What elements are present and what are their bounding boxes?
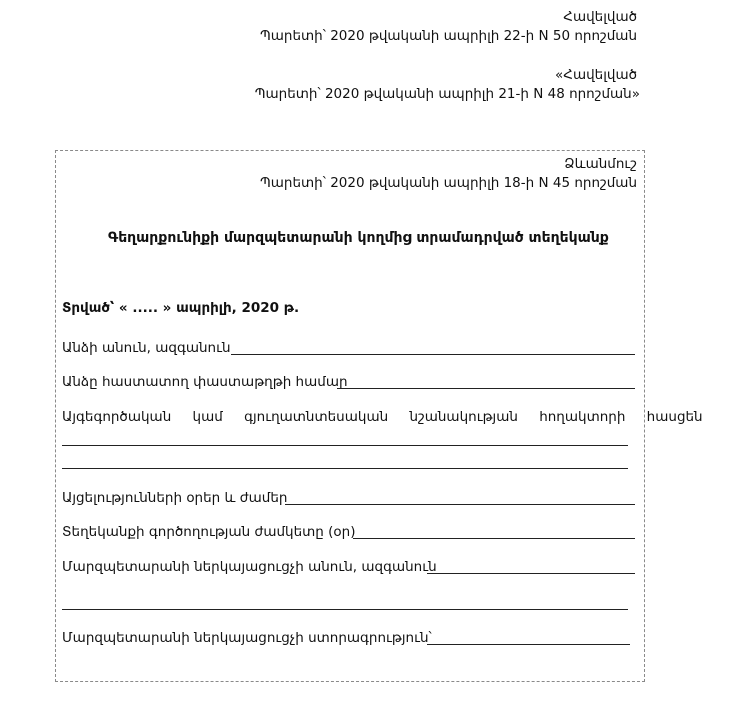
land-address-line-1[interactable] [62,445,628,446]
approved-label-quoted: «Հավելված [555,67,637,83]
land-address-field-label: Այգեգործական կամ գյուղատնտեսական նշանակության հողակտորի հասցեն [62,409,703,425]
representative-signature-field-label: Մարզպետարանի ներկայացուցչի ստորագրություն՝ [62,630,432,646]
id-document-field-line[interactable] [337,388,635,389]
representative-name-field-label: Մարզպետարանի ներկայացուցչի անուն, ազգանուն [62,559,437,575]
decision-reference-2: Պարետի՝ 2020 թվականի ապրիլի 21-ի N 48 որոշման» [254,86,640,102]
visit-dates-field-label: Այցելությունների օրեր և ժամեր [62,490,288,506]
name-field-label: Անձի անուն, ազգանուն [62,340,231,356]
validity-field-line[interactable] [353,538,635,539]
representative-name-field-line[interactable] [427,573,635,574]
representative-signature-field-line[interactable] [427,644,630,645]
decision-reference-3: Պարետի՝ 2020 թվականի ապրիլի 18-ի N 45 որոշման [259,175,637,191]
validity-field-label: Տեղեկանքի գործողության ժամկետը (օր) [62,524,356,540]
issued-date: Տրված՝ « ..... » ապրիլի, 2020 թ. [62,300,300,316]
representative-name-line-2[interactable] [62,609,628,610]
id-document-field-label: Անձը հաստատող փաստաթղթի համար [62,374,348,390]
visit-dates-field-line[interactable] [285,504,635,505]
name-field-line[interactable] [231,354,635,355]
decision-reference-1: Պարետի՝ 2020 թվականի ապրիլի 22-ի N 50 որոշման [259,28,637,44]
form-title: Գեղարքունիքի մարզպետարանի կողմից տրամադրված տեղեկանք [108,230,609,246]
approved-label: Հավելված [563,9,637,25]
form-template-label: Ձևանմուշ [564,156,637,172]
land-address-line-2[interactable] [62,468,628,469]
